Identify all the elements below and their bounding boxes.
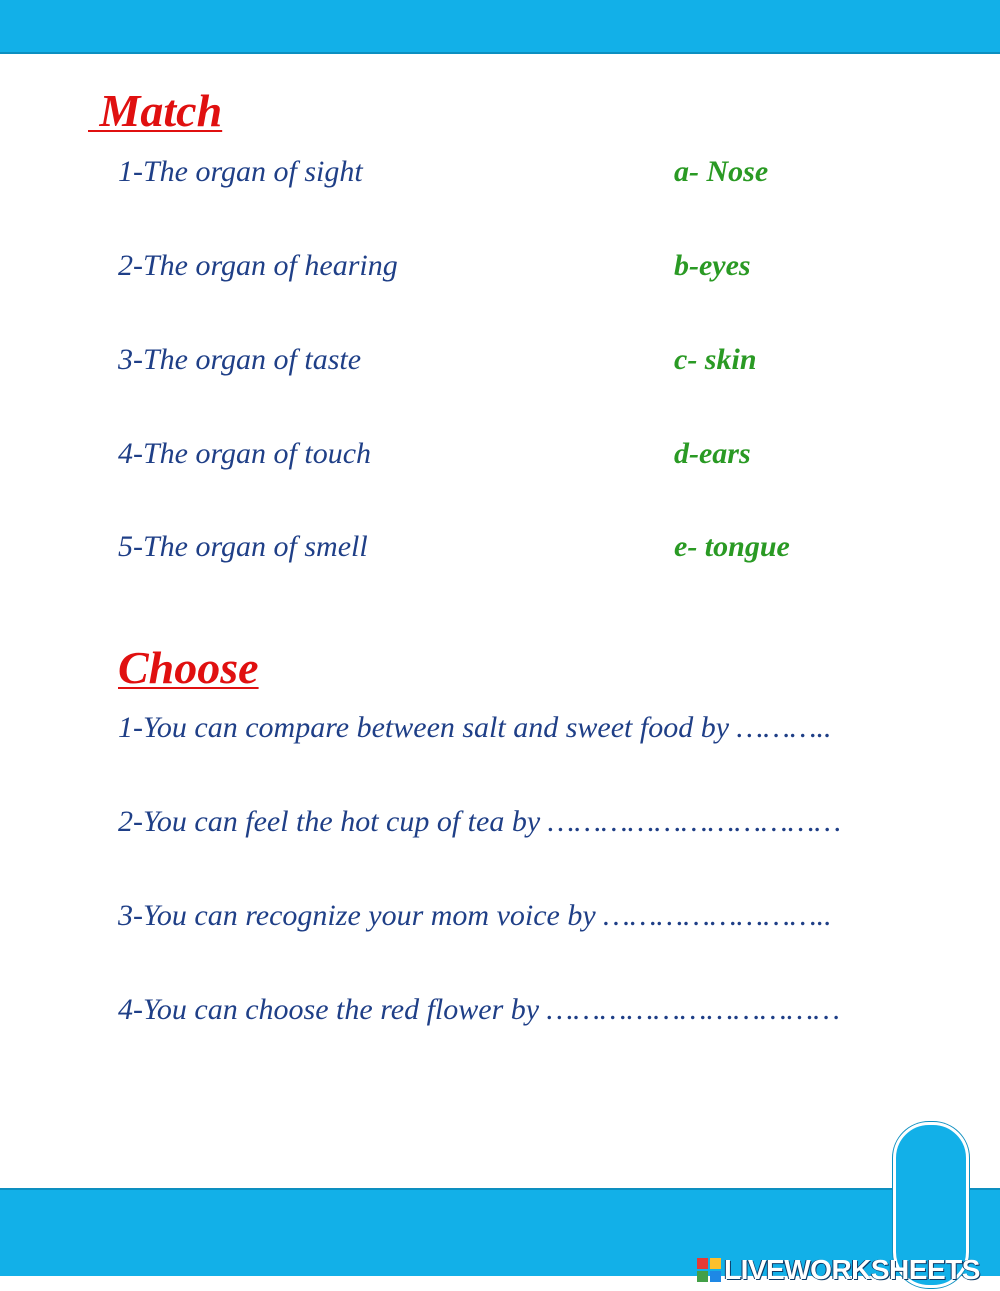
liveworksheets-logo-text: LIVEWORKSHEETS	[724, 1254, 980, 1285]
logo-square-3	[697, 1271, 708, 1282]
match-left-item-3: 3-The organ of taste	[118, 343, 362, 376]
match-left-item-1: 1-The organ of sight	[118, 155, 363, 188]
match-right-item-b: b-eyes	[674, 249, 751, 282]
match-right-item-d: d-ears	[674, 437, 751, 470]
match-right-item-e: e- tongue	[674, 530, 790, 563]
logo-square-4	[710, 1271, 721, 1282]
logo-square-2	[710, 1258, 721, 1269]
choose-item-4: 4-You can choose the red flower by ……………………………	[118, 993, 840, 1026]
match-right-item-a: a- Nose	[674, 155, 769, 188]
match-left-item-5: 5-The organ of smell	[118, 530, 368, 563]
choose-heading: Choose	[118, 642, 259, 693]
choose-item-1: 1-You can compare between salt and sweet food by ………..	[118, 711, 832, 744]
match-left-item-4: 4-The organ of touch	[118, 437, 372, 470]
match-heading: Match	[88, 85, 223, 136]
match-left-item-2: 2-The organ of hearing	[118, 249, 398, 282]
choose-item-3: 3-You can recognize your mom voice by ……………………..	[118, 899, 832, 932]
liveworksheets-logo-icon	[697, 1258, 721, 1282]
top-banner	[0, 0, 1000, 54]
match-right-item-c: c- skin	[674, 343, 757, 376]
logo-square-1	[697, 1258, 708, 1269]
liveworksheets-logo	[697, 1255, 980, 1285]
choose-item-2: 2-You can feel the hot cup of tea by ……………………………	[118, 805, 842, 838]
